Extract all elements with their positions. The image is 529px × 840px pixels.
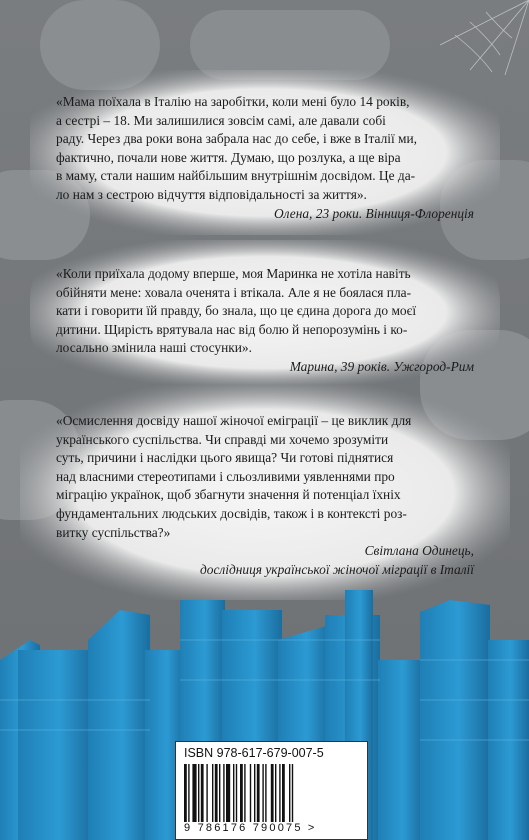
quote-line: «Осмислення досвіду нашої жіночої еміграції – це виклик для xyxy=(56,413,412,428)
quote-line: дитини. Щирість врятувала нас від болю й непорозумінь і ко- xyxy=(56,321,408,337)
quote-line: фактично, почали нове життя. Думаю, що розлука, а ще віра xyxy=(56,149,401,165)
quote-line: українського суспільства. Чи справді ми хочемо зрозуміти xyxy=(56,431,389,447)
quote-signature: Світлана Одинець, xyxy=(364,543,474,559)
quote-signature: Олена, 23 роки. Вінниця-Флоренція xyxy=(273,205,474,221)
quote-line: кати і говорити їй правду, бо знала, що це єдина дорога до моєї xyxy=(56,303,417,319)
quote-line: раду. Через два роки вона забрала нас до себе, і вже в Італії ми, xyxy=(56,131,418,147)
barcode xyxy=(184,764,360,822)
quote-line: «Коли приїхала додому вперше, моя Маринка не хотіла навіть xyxy=(56,266,411,281)
quote-signature: Марина, 39 років. Ужгород-Рим xyxy=(289,358,474,374)
quote-line: а сестрі – 18. Ми залишилися зовсім самі, але давали собі xyxy=(56,112,386,128)
quote-line: фундаментальних людських досвідів, також і в контексті роз- xyxy=(56,505,407,521)
quote-line: суть, причини і наслідки цього явища? Чи готові піднятися xyxy=(56,450,394,466)
quote-line: обійняти мене: ховала оченята і втікала. Але я не боялася пла- xyxy=(56,284,412,300)
quote-line: витку суспільства?» xyxy=(56,524,171,540)
quote-block-3 xyxy=(56,412,474,579)
quote-block-1 xyxy=(56,93,474,223)
isbn-barcode-box xyxy=(175,741,368,840)
quote-line: лосально змінила наші стосунки». xyxy=(56,340,252,356)
quote-signature: дослідниця української жіночої міграції в Італії xyxy=(200,561,474,577)
isbn-number: ISBN 978-617-679-007-5 xyxy=(184,746,324,760)
quote-line: в маму, стали нашим найбільшим внутрішнім досвідом. Це да- xyxy=(56,168,416,184)
quote-line: над власними стереотипами і сльозливими уявленнями про xyxy=(56,468,395,484)
quote-line: міграцію українок, щоб збагнути значення й потенціал їхніх xyxy=(56,487,401,503)
isbn-barcode-digits: 9 786176 790075 > xyxy=(184,822,317,834)
quote-block-2 xyxy=(56,265,474,377)
quote-line: ло нам з сестрою відчуття відповідальності за життя». xyxy=(56,186,367,202)
quote-line: «Мама поїхала в Італію на заробітки, коли мені було 14 років, xyxy=(56,94,410,109)
